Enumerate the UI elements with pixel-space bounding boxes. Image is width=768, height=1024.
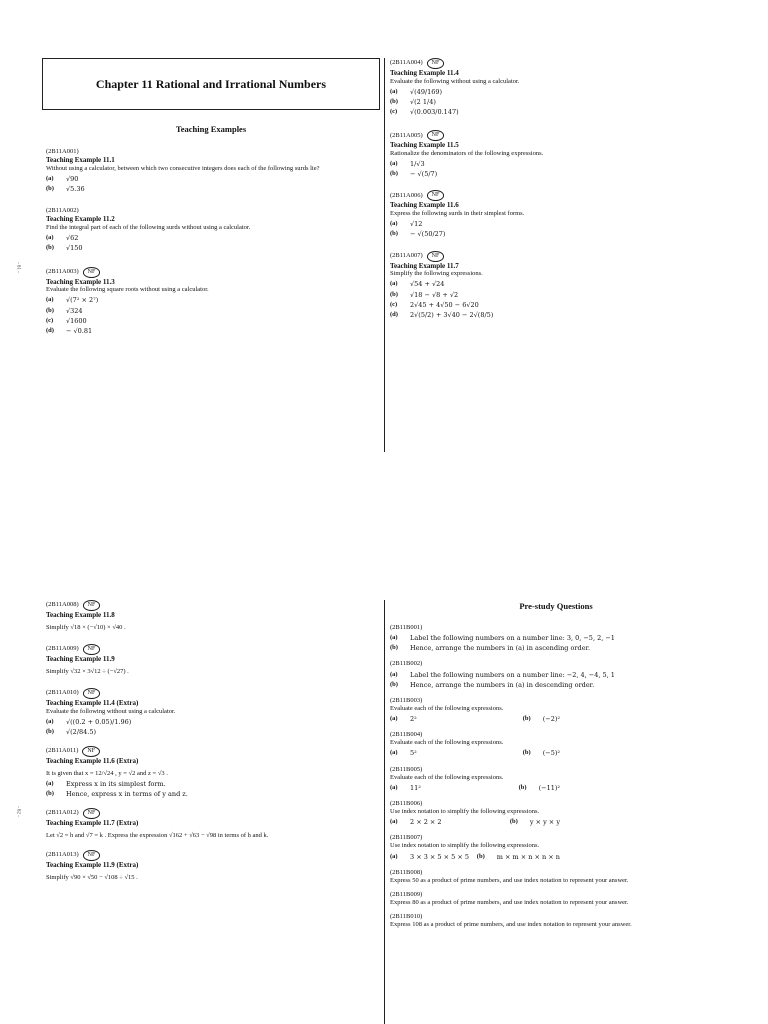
question-block: [46, 746, 376, 798]
example-title: Teaching Example 11.6 (Extra): [46, 756, 139, 765]
item-expression: Label the following numbers on a number line: 3, 0, −5, 2, −1: [410, 634, 615, 643]
item-row: [46, 327, 376, 335]
item-row: [523, 715, 560, 723]
nf-badge: NF: [427, 58, 445, 69]
question-code: [46, 850, 376, 861]
item-row: [523, 749, 560, 757]
item-label: (a): [46, 296, 54, 304]
question-code: [390, 731, 730, 739]
example-title: Teaching Example 11.2: [46, 215, 115, 224]
question-block: [390, 891, 730, 907]
item-expression: 1/√3: [410, 160, 425, 169]
code-text: (2B11A009): [46, 645, 79, 653]
item-expression: (−2)²: [542, 715, 560, 723]
item-row: [519, 784, 560, 792]
item-row: [390, 644, 730, 652]
question-block: [390, 58, 730, 116]
item-row: [390, 671, 730, 679]
item-label: (b): [390, 680, 398, 688]
item-pair: [390, 715, 560, 723]
item-row: [510, 818, 560, 826]
item-row: [46, 317, 376, 325]
item-row: [390, 160, 730, 168]
item-expression: √62: [66, 234, 79, 243]
item-label: (d): [46, 326, 54, 334]
nf-badge: NF: [427, 190, 445, 201]
item-expression: − √(5/7): [410, 170, 438, 179]
item-row: [390, 749, 417, 757]
item-expression: 3 × 3 × 5 × 5 × 5: [410, 852, 469, 861]
instruction: Evaluate each of the following expressions.: [390, 739, 504, 747]
item-row: [390, 853, 469, 861]
question-block: [46, 850, 376, 882]
code-text: (2B11B010): [390, 913, 423, 921]
code-text: (2B11B008): [390, 868, 423, 876]
item-expression: Hence, arrange the numbers in (a) in ascending order.: [410, 644, 591, 653]
item-row: [390, 98, 730, 106]
nf-badge: NF: [427, 130, 445, 141]
item-row: [390, 108, 730, 116]
item-row: [390, 634, 730, 642]
instruction: Evaluate the following square roots without using a calculator.: [46, 286, 209, 294]
item-expression: 5²: [410, 749, 417, 758]
question-code: [46, 148, 376, 156]
example-title: Teaching Example 11.8: [46, 611, 115, 619]
question-code: [390, 800, 730, 808]
item-expression: 11²: [410, 783, 421, 792]
instruction: Express 80 as a product of prime numbers, and use index notation to represent your answer.: [390, 899, 629, 906]
item-label: (b): [509, 818, 518, 826]
question-code: [390, 251, 730, 262]
question-code: [390, 913, 730, 921]
question-text: Simplify √90 × √50 − √108 ÷ √15 .: [46, 873, 138, 881]
question-code: [46, 746, 376, 757]
item-expression: 2√(5/2) + 3√40 − 2√(8/5): [410, 310, 494, 319]
item-row: [46, 718, 376, 726]
code-text: (2B11A006): [390, 191, 423, 199]
nf-badge: NF: [83, 600, 101, 611]
item-label: (c): [46, 316, 54, 324]
page2-right-column: [390, 624, 730, 929]
question-code: [390, 190, 730, 201]
code-text: (2B11A007): [390, 251, 423, 259]
nf-badge: NF: [83, 644, 101, 655]
question-block: [46, 808, 376, 840]
example-title: Teaching Example 11.4 (Extra): [46, 698, 139, 707]
item-expression: 2 × 2 × 2: [410, 818, 442, 827]
item-expression: (−5)²: [542, 749, 560, 758]
instruction: Find the integral part of each of the following surds without using a calculator.: [46, 224, 251, 232]
page-number: - 62 -: [15, 806, 21, 817]
question-code: [46, 688, 376, 699]
item-row: [390, 311, 730, 319]
code-text: (2B11A008): [46, 601, 79, 609]
question-block: [46, 600, 376, 632]
item-row: [390, 301, 730, 309]
item-row: [390, 818, 442, 826]
item-label: (b): [390, 170, 398, 178]
code-text: (2B11A003): [46, 267, 79, 275]
item-expression: √18 − √8 + √2: [410, 290, 459, 299]
question-block: [390, 660, 730, 688]
item-label: (b): [46, 727, 54, 735]
nf-badge: NF: [83, 808, 101, 819]
instruction: Without using a calculator, between which two consecutive integers does each of the following surds lie?: [46, 164, 320, 172]
item-expression: √90: [66, 175, 79, 183]
instruction: Evaluate the following without using a calculator.: [390, 77, 520, 85]
chapter-title: Chapter 11 Rational and Irrational Numbers: [95, 76, 327, 91]
page-number: - 61 -: [15, 262, 21, 273]
question-block: [390, 190, 730, 238]
example-title: Teaching Example 11.3: [46, 277, 115, 286]
example-title: Teaching Example 11.9 (Extra): [46, 860, 139, 869]
item-label: (b): [390, 230, 398, 238]
instruction: Evaluate the following without using a calculator.: [46, 707, 176, 715]
item-expression: √(2/84.5): [66, 727, 97, 736]
item-label: (b): [46, 306, 54, 314]
question-text: It is given that x = 12/√24 , y = √2 and z = √3 .: [46, 769, 168, 777]
item-label: (a): [390, 280, 398, 288]
item-row: [390, 715, 417, 723]
item-row: [46, 185, 376, 193]
item-row: [390, 170, 730, 178]
item-expression: √(7² × 2⁷): [66, 296, 99, 305]
question-block: [390, 697, 730, 723]
item-label: (a): [46, 234, 54, 242]
item-expression: √12: [410, 220, 423, 229]
question-code: [390, 660, 730, 668]
item-expression: Label the following numbers on a number line: −2, 4, −4, 5, 1: [410, 670, 615, 679]
item-label: (a): [390, 220, 398, 228]
item-row: [46, 234, 376, 242]
item-row: [46, 296, 376, 304]
example-title: Teaching Example 11.7: [390, 261, 459, 270]
code-text: (2B11A012): [46, 809, 79, 817]
question-block: [390, 834, 730, 860]
item-label: (c): [390, 300, 398, 308]
instruction: Evaluate each of the following expressions.: [390, 704, 504, 712]
code-text: (2B11B007): [390, 834, 423, 842]
question-block: [46, 688, 376, 736]
code-text: (2B11B006): [390, 799, 423, 807]
item-label: (d): [390, 310, 398, 318]
instruction: Evaluate each of the following expressions.: [390, 773, 504, 781]
example-title: Teaching Example 11.7 (Extra): [46, 819, 139, 827]
question-code: [46, 600, 376, 611]
nf-badge: NF: [83, 688, 101, 699]
item-row: [46, 780, 376, 788]
item-expression: √((0.2 + 0.05)/1.96): [66, 717, 132, 726]
code-text: (2B11A004): [390, 59, 423, 67]
item-pair: [390, 749, 560, 757]
question-code: [390, 891, 730, 899]
item-expression: y × y × y: [529, 818, 560, 827]
question-code: [390, 834, 730, 842]
question-block: [390, 869, 730, 885]
item-label: (a): [46, 717, 54, 725]
item-pair: [390, 818, 560, 826]
item-label: (b): [390, 290, 398, 298]
item-expression: √54 + √24: [410, 280, 445, 289]
item-label: (a): [46, 175, 54, 182]
item-row: [46, 307, 376, 315]
item-row: [390, 88, 730, 96]
item-row: [46, 175, 376, 183]
instruction: Use index notation to simplify the following expressions.: [390, 808, 540, 815]
question-block: [390, 624, 730, 652]
example-title: Teaching Example 11.9: [46, 654, 115, 663]
page1-right-column: [390, 58, 730, 319]
code-text: (2B11B005): [390, 765, 423, 773]
item-label: (b): [46, 244, 54, 252]
question-code: [46, 808, 376, 819]
example-title: Teaching Example 11.4: [390, 69, 459, 77]
question-block: [390, 731, 730, 757]
code-text: (2B11B001): [390, 624, 423, 631]
column-divider: [384, 600, 385, 1024]
instruction: Express the following surds in their simplest forms.: [390, 210, 525, 218]
code-text: (2B11A001): [46, 148, 79, 155]
item-label: (b): [46, 185, 54, 193]
code-text: (2B11A010): [46, 689, 79, 697]
item-expression: √1600: [66, 316, 87, 325]
question-code: [46, 267, 376, 278]
question-text: Let √2 = h and √7 = k . Express the expression √162 + √63 − √98 in terms of h and k.: [46, 831, 269, 839]
page2-left-column: [46, 600, 376, 882]
code-text: (2B11B002): [390, 660, 423, 668]
item-label: (a): [390, 670, 398, 678]
item-label: (a): [390, 634, 398, 642]
instruction: Simplify the following expressions.: [390, 270, 483, 278]
item-expression: √150: [66, 244, 83, 253]
item-expression: √5.36: [66, 185, 85, 194]
item-label: (b): [522, 715, 531, 722]
question-code: [46, 207, 376, 215]
item-label: (a): [390, 160, 398, 168]
item-row: [390, 784, 421, 792]
code-text: (2B11A002): [46, 207, 79, 215]
item-expression: Express x in its simplest form.: [66, 779, 166, 788]
question-code: [390, 58, 730, 69]
code-text: (2B11A005): [390, 131, 423, 139]
instruction: Use index notation to simplify the following expressions.: [390, 842, 540, 850]
page1-left-column: [46, 148, 376, 335]
item-row: [46, 244, 376, 252]
item-label: (b): [518, 783, 527, 791]
item-label: (a): [390, 783, 398, 791]
question-block: [46, 207, 376, 252]
question-code: [390, 130, 730, 141]
example-title: Teaching Example 11.5: [390, 141, 459, 150]
question-block: [46, 148, 376, 193]
question-block: [390, 130, 730, 178]
code-text: (2B11B009): [390, 890, 423, 898]
section-title: Teaching Examples: [175, 124, 247, 134]
item-pair: [390, 784, 560, 792]
column-divider: [384, 58, 385, 452]
item-row: [390, 681, 730, 689]
item-expression: 2√45 + 4√50 − 6√20: [410, 300, 479, 309]
instruction: Express 50 as a product of prime numbers, and use index notation to represent your answer.: [390, 876, 629, 884]
item-expression: √(0.003/0.147): [410, 108, 459, 117]
item-row: [390, 280, 730, 288]
item-row: [46, 790, 376, 798]
nf-badge: NF: [83, 850, 101, 861]
question-block: [390, 800, 730, 826]
item-expression: Hence, arrange the numbers in (a) in descending order.: [410, 680, 595, 689]
item-label: (a): [390, 852, 398, 860]
item-label: (b): [390, 98, 398, 105]
item-row: [390, 230, 730, 238]
item-expression: (−11)²: [538, 783, 560, 792]
question-code: [46, 644, 376, 655]
instruction: Rationalize the denominators of the following expressions.: [390, 150, 544, 157]
code-text: (2B11B004): [390, 731, 423, 739]
item-expression: m × m × n × n × n: [496, 852, 560, 861]
item-row: [46, 728, 376, 736]
item-label: (b): [476, 852, 485, 860]
item-pair: [390, 853, 560, 861]
example-title: Teaching Example 11.1: [46, 156, 115, 165]
question-code: [390, 697, 730, 705]
item-expression: − √0.81: [66, 326, 93, 335]
item-expression: √(2 1/4): [410, 98, 436, 106]
prestudy-title: Pre-study Questions: [519, 601, 593, 611]
instruction: Express 108 as a product of prime numbers, and use index notation to represent your answer.: [390, 921, 632, 929]
item-expression: 2²: [410, 715, 417, 723]
item-label: (c): [390, 108, 398, 116]
chapter-title-box: [42, 58, 380, 110]
item-row: [477, 853, 560, 861]
item-label: (a): [46, 779, 54, 787]
item-label: (a): [390, 749, 398, 757]
code-text: (2B11A013): [46, 851, 79, 859]
item-label: (b): [390, 644, 398, 652]
question-text: Simplify √18 × (−√10) × √40 .: [46, 623, 126, 631]
item-expression: − √(50/27): [410, 230, 446, 239]
question-code: [390, 624, 730, 632]
code-text: (2B11B003): [390, 696, 423, 704]
question-text: Simplify √32 × 3√12 ÷ (−√27) .: [46, 667, 129, 675]
nf-badge: NF: [83, 267, 101, 278]
item-label: (b): [522, 749, 531, 757]
question-block: [46, 644, 376, 676]
item-expression: Hence, express x in terms of y and z.: [66, 789, 188, 798]
question-code: [390, 766, 730, 774]
item-label: (b): [46, 789, 54, 797]
item-expression: √324: [66, 306, 83, 315]
question-block: [46, 267, 376, 335]
item-expression: √(49/169): [410, 87, 443, 96]
question-block: [390, 766, 730, 792]
nf-badge: NF: [427, 251, 445, 262]
item-label: (a): [390, 87, 398, 95]
question-block: [390, 913, 730, 929]
example-title: Teaching Example 11.6: [390, 201, 459, 210]
item-label: (a): [390, 715, 398, 722]
code-text: (2B11A011): [46, 747, 79, 755]
item-label: (a): [390, 818, 398, 826]
nf-badge: NF: [82, 746, 100, 757]
question-code: [390, 869, 730, 877]
question-block: [390, 251, 730, 319]
item-row: [390, 220, 730, 228]
item-row: [390, 291, 730, 299]
